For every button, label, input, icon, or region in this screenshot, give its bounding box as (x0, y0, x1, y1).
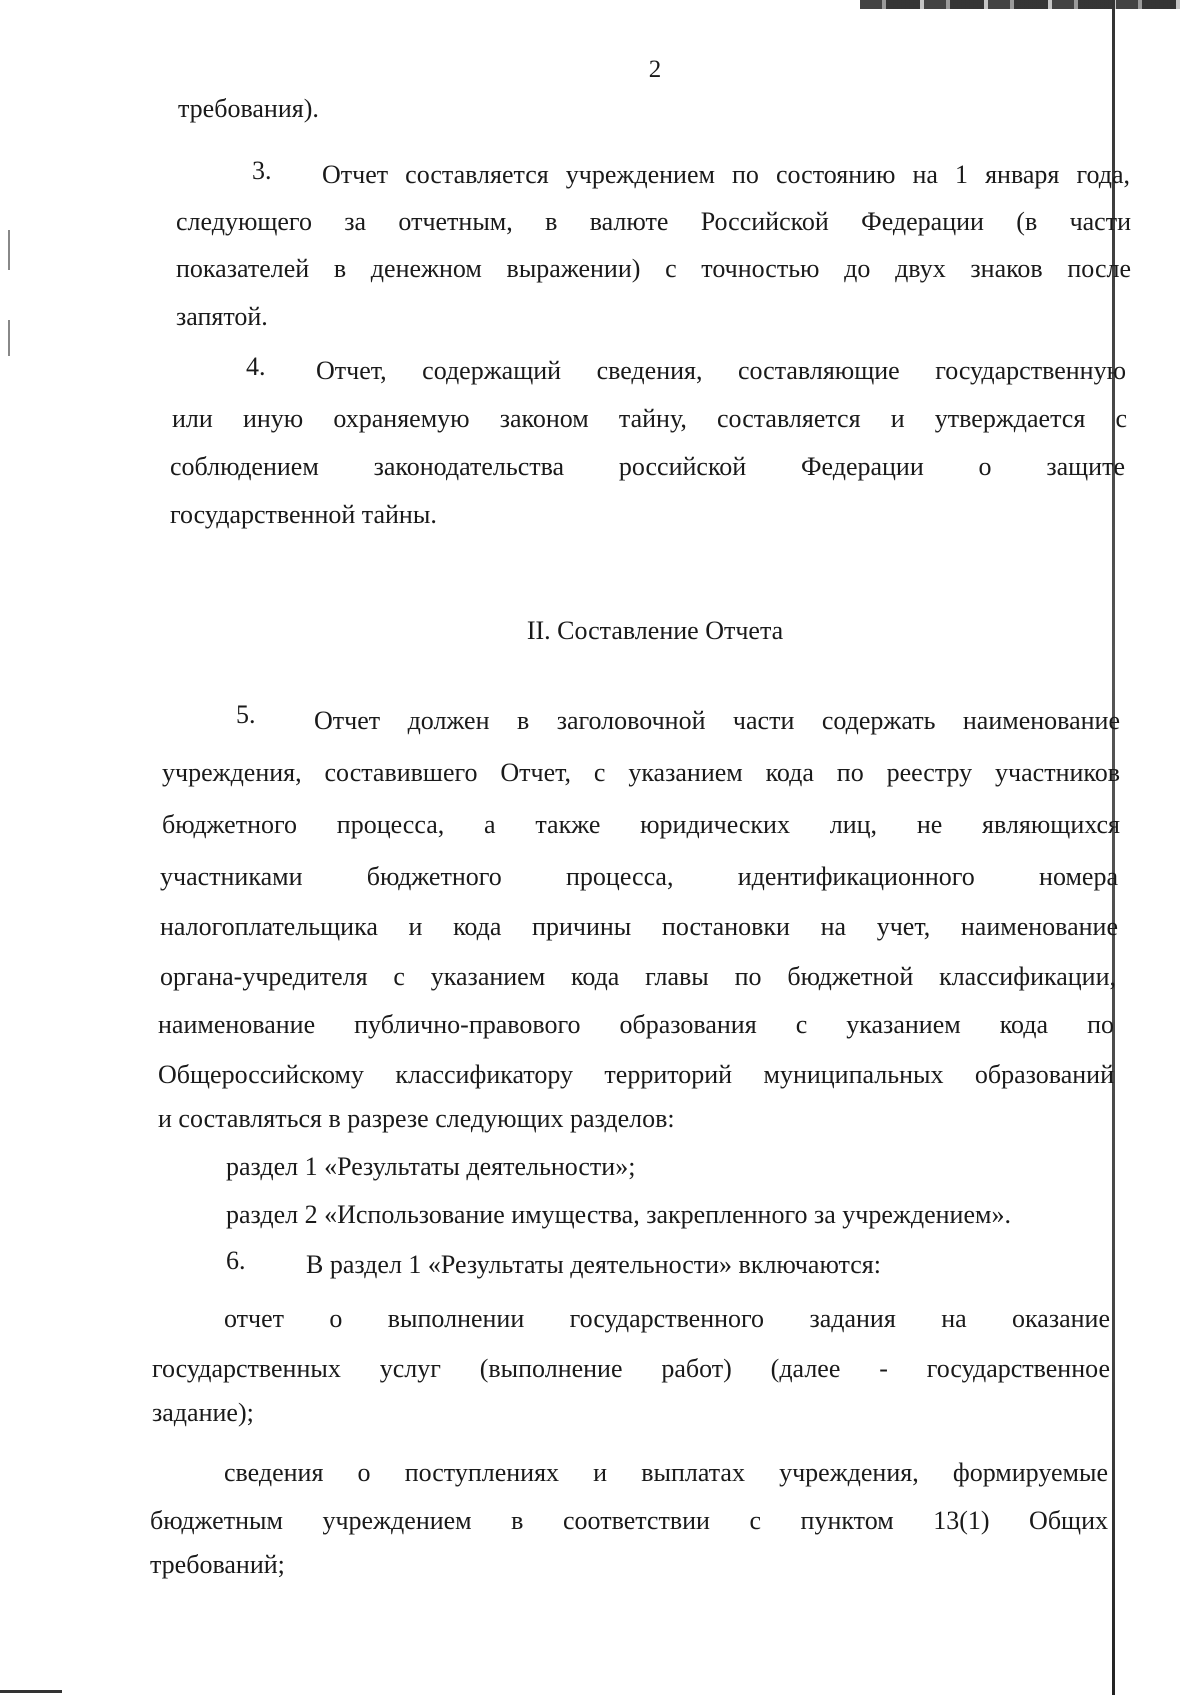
scan-mark-left (8, 230, 10, 270)
page-number: 2 (648, 56, 662, 83)
text-line: или иную охраняемую законом тайну, составляется и утверждается с (172, 404, 1127, 433)
text-line: наименование публично-правового образования с указанием кода по (158, 1010, 1114, 1039)
text-line: задание); (152, 1398, 254, 1427)
list-item: раздел 2 «Использование имущества, закрепленного за учреждением». (226, 1200, 1011, 1229)
text-line: и составляться в разрезе следующих разделов: (158, 1104, 675, 1133)
paragraph-number: 6. (226, 1246, 246, 1275)
section-heading: II. Составление Отчета (526, 616, 784, 645)
text-line: запятой. (176, 302, 268, 331)
text-line: соблюдением законодательства российской Федерации о защите (170, 452, 1125, 481)
text-line: отчет о выполнении государственного задания на оказание (224, 1304, 1110, 1333)
list-item: раздел 1 «Результаты деятельности»; (226, 1152, 636, 1181)
text-line: сведения о поступлениях и выплатах учреждения, формируемые (224, 1458, 1108, 1487)
paragraph-number: 3. (252, 156, 272, 185)
text-line: Отчет, содержащий сведения, составляющие государственную (316, 356, 1126, 385)
text-line: бюджетного процесса, а также юридических лиц, не являющихся (162, 810, 1120, 839)
text-line: Отчет составляется учреждением по состоянию на 1 января года, (322, 160, 1130, 189)
text-line: показателей в денежном выражении) с точностью до двух знаков после (176, 254, 1131, 283)
text-line: налогоплательщика и кода причины постановки на учет, наименование (160, 912, 1118, 941)
text-line: Отчет должен в заголовочной части содержать наименование (314, 706, 1120, 735)
text-line: бюджетным учреждением в соответствии с пунктом 13(1) Общих (150, 1506, 1108, 1535)
text-line: государственных услуг (выполнение работ) (далее - государственное (152, 1354, 1110, 1383)
text-line: требования). (178, 94, 319, 123)
paragraph-number: 4. (246, 352, 266, 381)
text-line: требований; (150, 1550, 285, 1579)
text-line: органа-учредителя с указанием кода главы по бюджетной классификации, (160, 962, 1116, 991)
text-line: В раздел 1 «Результаты деятельности» включаются: (306, 1250, 881, 1279)
paragraph-number: 5. (236, 700, 256, 729)
text-line: Общероссийскому классификатору территорий муниципальных образований (158, 1060, 1114, 1089)
text-line: государственной тайны. (170, 500, 437, 529)
text-line: следующего за отчетным, в валюте Российской Федерации (в части (176, 207, 1131, 236)
scan-mark-left (8, 320, 10, 356)
text-line: учреждения, составившего Отчет, с указанием кода по реестру участников (162, 758, 1120, 787)
scan-mark-bottom (0, 1690, 62, 1693)
scan-artifact-top (860, 0, 1180, 9)
text-line: участниками бюджетного процесса, идентификационного номера (160, 862, 1118, 891)
